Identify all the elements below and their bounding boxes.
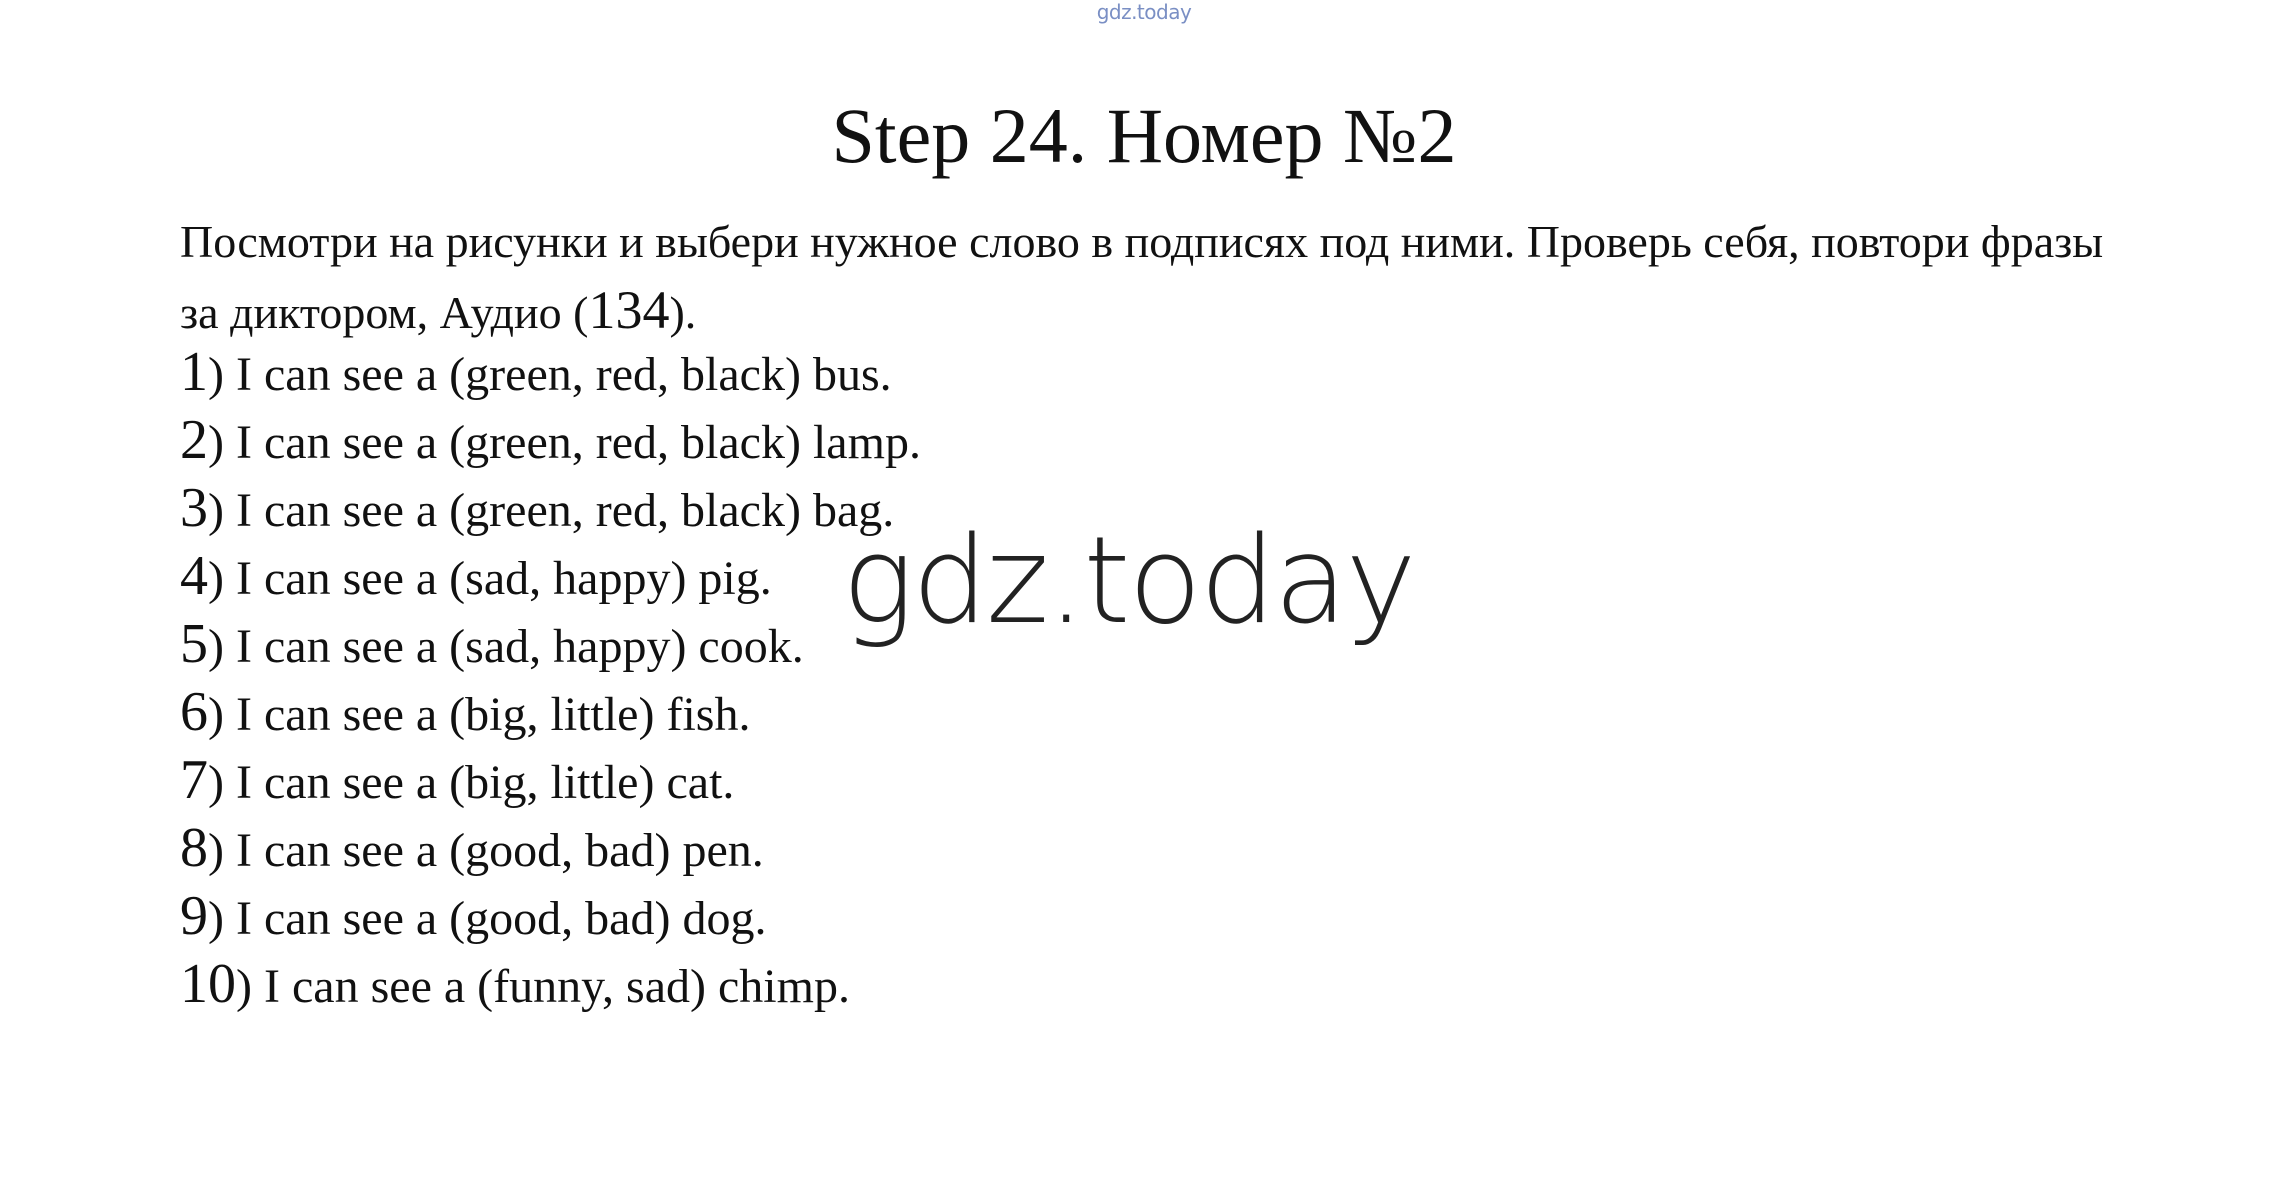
item-number: 8 xyxy=(180,817,208,879)
top-watermark: gdz.today xyxy=(1096,0,1192,24)
exercise-item-3 xyxy=(180,474,921,542)
item-text: ) I can see a (big, little) fish. xyxy=(208,688,751,741)
item-text: ) I can see a (green, red, black) lamp. xyxy=(208,416,921,469)
item-text: ) I can see a (sad, happy) pig. xyxy=(208,552,772,605)
item-number: 10 xyxy=(180,953,236,1015)
exercise-item-4 xyxy=(180,542,921,610)
item-number: 4 xyxy=(180,545,208,607)
audio-number: 134 xyxy=(588,280,670,340)
item-number: 3 xyxy=(180,477,208,539)
instructions-text xyxy=(180,208,2120,347)
item-number: 1 xyxy=(180,341,208,403)
item-text: ) I can see a (good, bad) dog. xyxy=(208,892,767,945)
page-title: Step 24. Номер №2 xyxy=(831,92,1457,179)
exercise-item-9 xyxy=(180,882,921,950)
item-number: 6 xyxy=(180,681,208,743)
item-text: ) I can see a (good, bad) pen. xyxy=(208,824,764,877)
exercise-item-1 xyxy=(180,338,921,406)
exercise-item-2 xyxy=(180,406,921,474)
item-text: ) I can see a (green, red, black) bus. xyxy=(208,348,892,401)
center-watermark: gdz.today xyxy=(842,512,1415,651)
exercise-item-7 xyxy=(180,746,921,814)
item-text: ) I can see a (funny, sad) chimp. xyxy=(236,960,850,1013)
exercise-item-6 xyxy=(180,678,921,746)
item-number: 7 xyxy=(180,749,208,811)
instructions-before: Посмотри на рисунки и выбери нужное слово в подписях под ними. Проверь себя, повтори фразы за диктором, Аудио ( xyxy=(180,216,2104,338)
instructions-after: ). xyxy=(669,287,697,338)
exercise-item-5 xyxy=(180,610,921,678)
item-number: 2 xyxy=(180,409,208,471)
exercise-item-10 xyxy=(180,950,921,1018)
exercise-item-8 xyxy=(180,814,921,882)
item-number: 5 xyxy=(180,613,208,675)
item-text: ) I can see a (green, red, black) bag. xyxy=(208,484,895,537)
item-text: ) I can see a (sad, happy) cook. xyxy=(208,620,804,673)
item-number: 9 xyxy=(180,885,208,947)
item-text: ) I can see a (big, little) cat. xyxy=(208,756,735,809)
exercise-list xyxy=(180,338,921,1018)
